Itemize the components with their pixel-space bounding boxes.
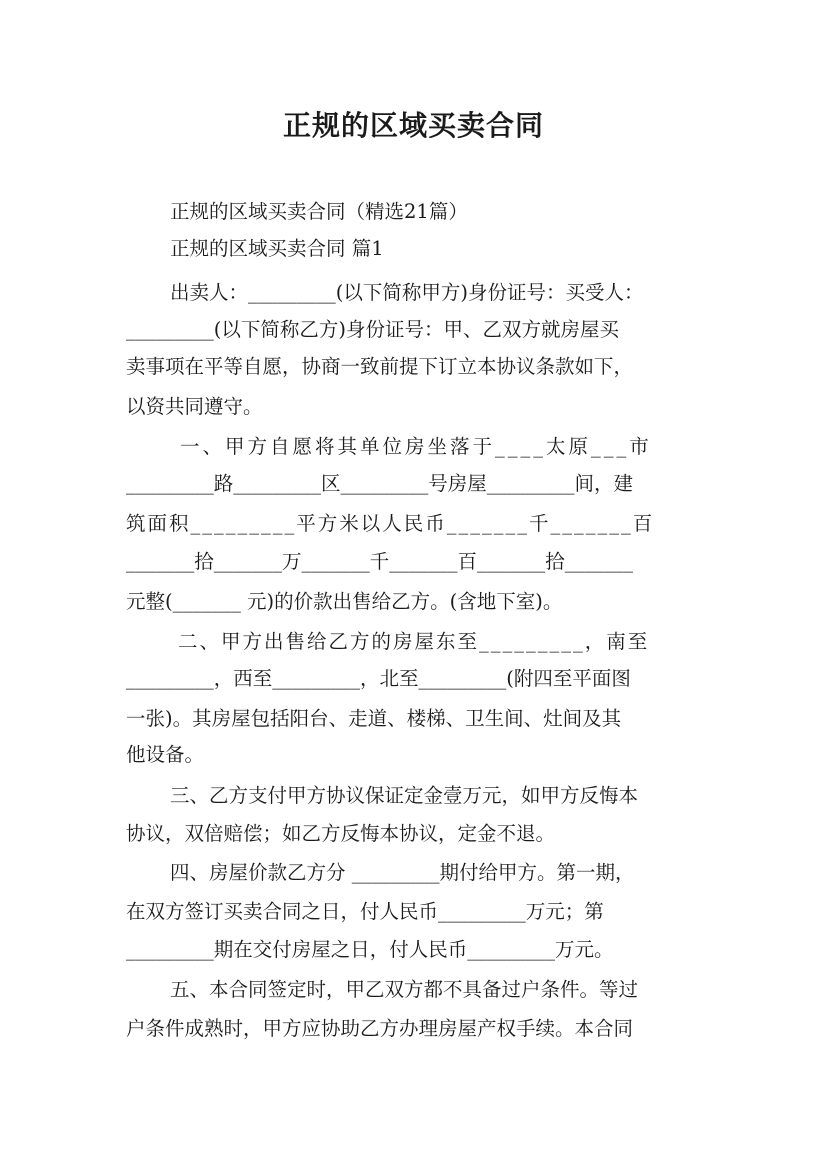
clause-2-line: 一张)。其房屋包括阳台、走道、楼梯、卫生间、灶间及其 — [126, 707, 622, 730]
clause-1-line: 一、甲方自愿将其单位房坐落于____太原___市 — [180, 435, 652, 458]
clause-5-line: 五、本合同签定时，甲乙双方都不具备过户条件。等过 — [170, 978, 639, 1001]
paragraph-line — [170, 281, 706, 305]
clause-3-line: 三、乙方支付甲方协议保证定金壹万元，如甲方反悔本 — [170, 784, 639, 807]
clause-4-line: 四、房屋价款乙方分 _________期付给甲方。第一期， — [170, 861, 635, 884]
clause-1-line: 元整(_______ 元)的价款出售给乙方。(含地下室)。 — [126, 590, 563, 613]
clause-1-line: 筑面积_________平方米以人民币_______千_______百 — [126, 512, 655, 535]
clause-2-line: 二、甲方出售给乙方的房屋东至_________，南至 — [178, 630, 650, 653]
paragraph-line: 以资共同遵守。 — [126, 395, 263, 418]
clause-4-line: 在双方签订买卖合同之日，付人民币_________万元；第 — [126, 900, 604, 923]
paragraph-line: 卖事项在平等自愿，协商一致前提下订立本协议条款如下， — [126, 355, 634, 378]
clause-5-line: 户条件成熟时，甲方应协助乙方办理房屋产权手续。本合同 — [126, 1017, 634, 1040]
section-heading: 正规的区域买卖合同 篇1 — [170, 237, 384, 260]
clause-1-line: _______拾_______万_______千_______百_______拾_______ — [126, 550, 633, 573]
subtitle-line: 正规的区域买卖合同（精选21篇） — [170, 200, 468, 223]
line-text: 出卖人：_________(以下简称甲方)身份证号：买受人： — [170, 281, 644, 304]
clause-2-line: 他设备。 — [126, 743, 205, 766]
clause-3-line: 协议，双倍赔偿；如乙方反悔本协议，定金不退。 — [126, 822, 556, 845]
clause-4-line: _________期在交付房屋之日，付人民币_________万元。 — [126, 938, 614, 961]
clause-1-line: _________路_________区_________号房屋_________间，建 — [126, 472, 634, 495]
document-title: 正规的区域买卖合同 — [282, 109, 544, 142]
paragraph-line: _________(以下简称乙方)身份证号：甲、乙双方就房屋买 — [126, 318, 619, 341]
clause-2-line: _________，西至_________，北至_________(附四至平面图 — [126, 667, 631, 690]
